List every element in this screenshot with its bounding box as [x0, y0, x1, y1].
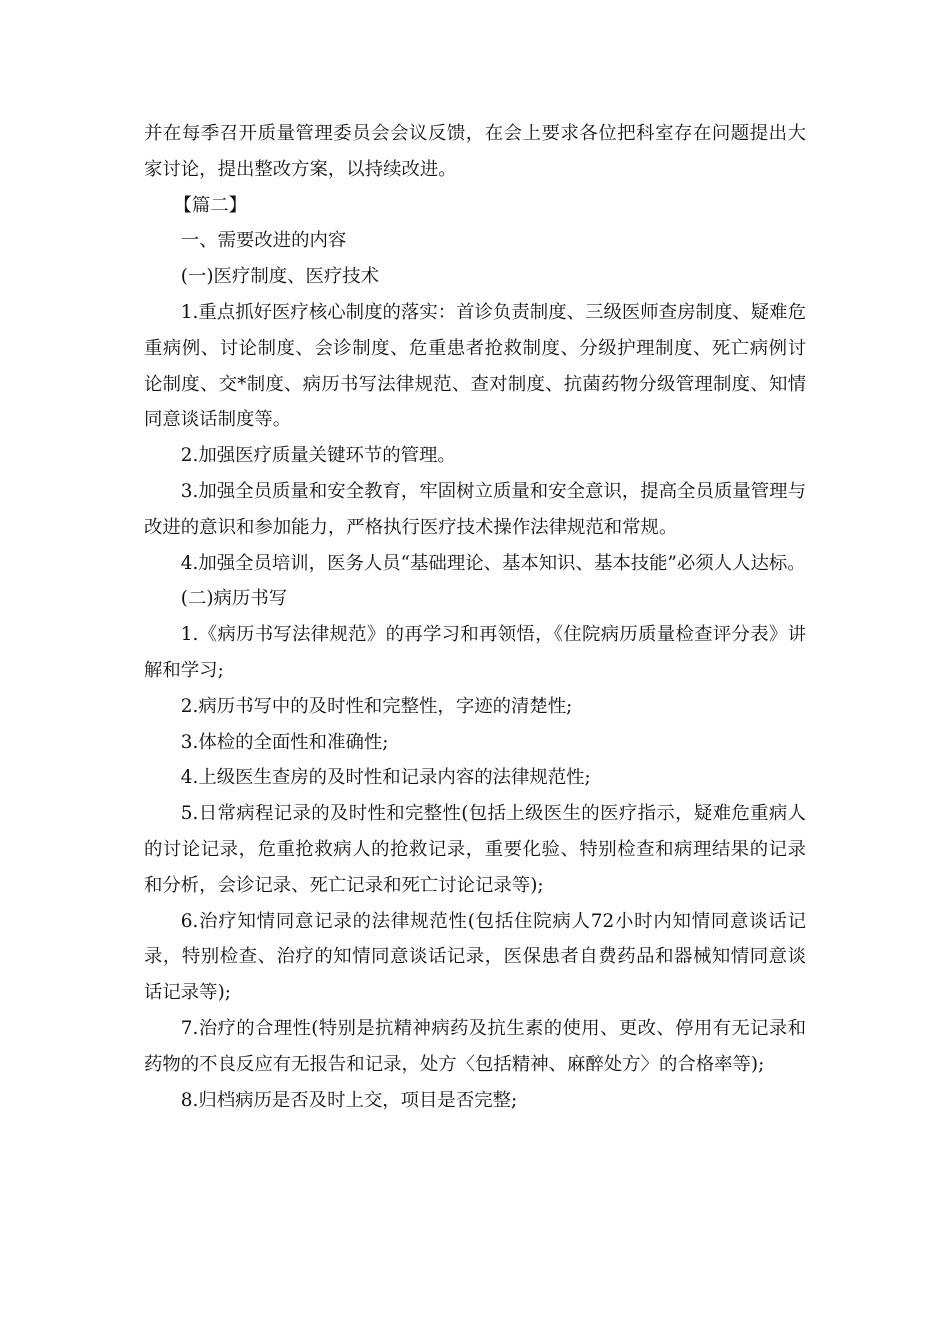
list-item: 5.日常病程记录的及时性和完整性(包括上级医生的医疗指示，疑难危重病人的讨论记录，危重抢救病人的抢救记录，重要化验、特别检查和病理结果的记录和分析，会诊记录、死亡记录和死亡讨论记录等);: [144, 803, 806, 896]
section-heading-part-two: 【篇二】: [173, 194, 248, 216]
list-item: 1.重点抓好医疗核心制度的落实：首诊负责制度、三级医师查房制度、疑难危重病例、讨论制度、会诊制度、危重患者抢救制度、分级护理制度、死亡病例讨论制度、交*制度、病历书写法律规范、查对制度、抗菌药物分级管理制度、知情同意谈话制度等。: [144, 301, 806, 431]
list-item: 2.病历书写中的及时性和完整性，字迹的清楚性;: [180, 695, 573, 717]
subheading-medical-system: (一)医疗制度、医疗技术: [180, 266, 380, 288]
list-item: 6.治疗知情同意记录的法律规范性(包括住院病人72小时内知情同意谈话记录，特别检查、治疗的知情同意谈话记录，医保患者自费药品和器械知情同意谈话记录等);: [144, 910, 806, 1004]
list-item: 7.治疗的合理性(特别是抗精神病药及抗生素的使用、更改、停用有无记录和药物的不良反应有无报告和记录，处方〈包括精神、麻醉处方〉的合格率等);: [144, 1017, 806, 1075]
list-item: 8.归档病历是否及时上交，项目是否完整;: [180, 1089, 518, 1111]
document-page: [144, 116, 806, 1118]
heading-improvement-content: 一、需要改进的内容: [180, 230, 347, 252]
list-item: 4.加强全员培训，医务人员“基础理论、基本知识、基本技能”必须人人达标。: [180, 552, 806, 574]
list-item: 3.加强全员质量和安全教育，牢固树立质量和安全意识，提高全员质量管理与改进的意识和参加能力，严格执行医疗技术操作法律规范和常规。: [144, 480, 806, 538]
list-item: 2.加强医疗质量关键环节的管理。: [180, 445, 456, 467]
list-item: 4.上级医生查房的及时性和记录内容的法律规范性;: [180, 767, 591, 789]
list-item: 1.《病历书写法律规范》的再学习和再领悟，《住院病历质量检查评分表》讲解和学习;: [144, 624, 806, 681]
list-item: 3.体检的全面性和准确性;: [180, 731, 389, 753]
subheading-medical-records: (二)病历书写: [180, 588, 288, 610]
paragraph-intro: 并在每季召开质量管理委员会会议反馈，在会上要求各位把科室存在问题提出大家讨论，提出整改方案，以持续改进。: [144, 123, 806, 180]
